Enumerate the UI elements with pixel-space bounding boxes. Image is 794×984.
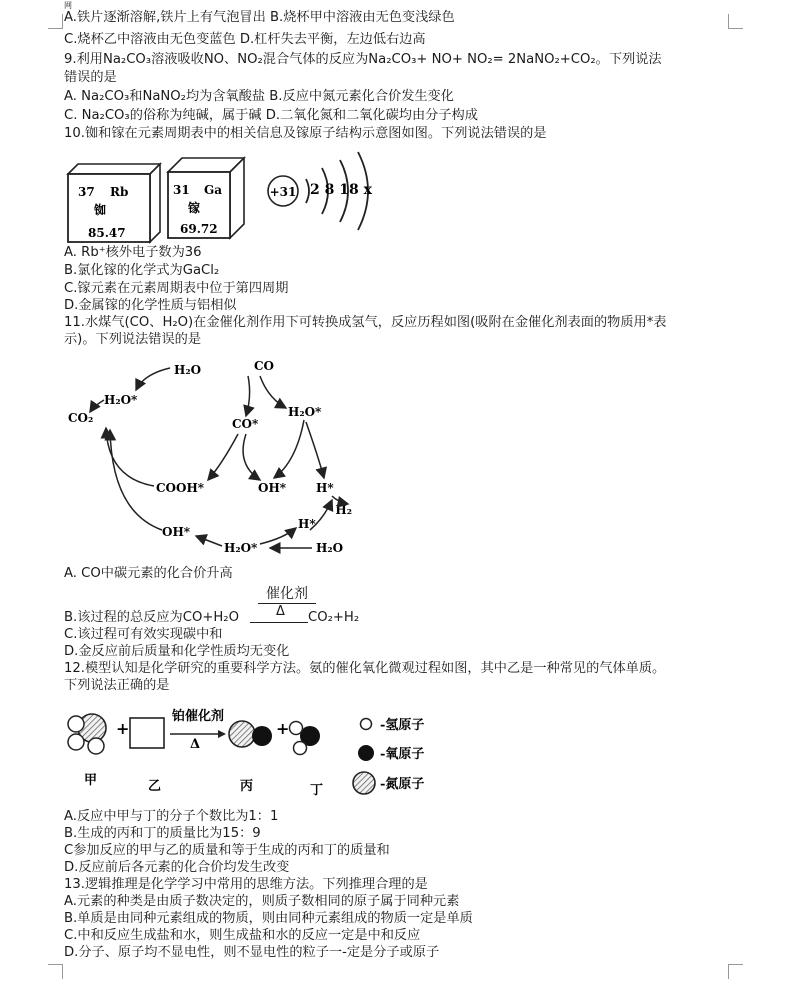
- label-bing: 丙: [240, 779, 254, 794]
- q12-option-c: C参加反应的甲与乙的质量和等于生成的丙和丁的质量和: [64, 843, 390, 858]
- cycle-h-ads-right: H*: [316, 481, 334, 495]
- q10-option-b: B.氯化镓的化学式为GaCl₂: [64, 263, 220, 278]
- legend-n: -氮原子: [380, 777, 425, 792]
- cycle-oh-ads-mid: OH*: [258, 481, 287, 495]
- corner-mark-top-right: [728, 14, 743, 29]
- q13-option-a: A.元素的种类是由质子数决定的，则质子数相同的原子属于同种元素: [64, 894, 460, 909]
- corner-mark-text: 网: [64, 1, 72, 10]
- q12-molecular-model: [62, 700, 462, 804]
- q13-stem: 13.逻辑推理是化学学习中常用的思维方法。下列推理合理的是: [64, 877, 428, 892]
- ga-name: 镓: [188, 201, 201, 215]
- jia-molecule: [68, 714, 106, 754]
- cycle-h2-output: H₂: [335, 503, 352, 517]
- equation-arrow-line: [250, 622, 308, 623]
- cycle-co-input: CO: [254, 359, 275, 373]
- model-heat-sign: Δ: [190, 737, 201, 752]
- q9-option-cd: C. Na₂CO₃的俗称为纯碱，属于碱 D.二氧化氮和二氧化碳均由分子构成: [64, 108, 478, 123]
- q12-option-a: A.反应中甲与丁的分子个数比为1：1: [64, 809, 279, 824]
- q10-option-a: A. Rb⁺核外电子数为36: [64, 245, 202, 260]
- q13-option-c: C.中和反应生成盐和水，则生成盐和水的反应一定是中和反应: [64, 928, 421, 943]
- legend-o: -氧原子: [380, 747, 425, 762]
- cycle-h2o-ads-left: H₂O*: [104, 393, 138, 407]
- ga-atom-structure: [268, 152, 373, 230]
- atom-nucleus: +31: [269, 185, 297, 199]
- legend-h: -氢原子: [380, 718, 425, 733]
- q11-option-b-right: CO₂+H₂: [308, 610, 360, 625]
- cycle-oh-ads-low: OH*: [162, 525, 191, 539]
- q12-option-d: D.反应前后各元素的化合价均发生改变: [64, 860, 290, 875]
- label-ding: 丁: [310, 783, 324, 798]
- q12-stem: 12.模型认知是化学研究的重要科学方法。氨的催化氧化微观过程如图，其中乙是一种常见的气体单质。: [64, 661, 666, 676]
- label-yi: 乙: [148, 779, 162, 794]
- cycle-h2o-ads-right: H₂O*: [288, 405, 322, 419]
- q11-option-d: D.金反应前后质量和化学性质均无变化: [64, 644, 290, 659]
- equation-heat-sign: Δ: [276, 604, 285, 619]
- cycle-co2-output: CO₂: [68, 411, 94, 425]
- rb-atomic-number: 37: [78, 185, 95, 199]
- bing-molecule: [229, 721, 272, 747]
- q11-option-c: C.该过程可有效实现碳中和: [64, 627, 223, 642]
- q12-option-b: B.生成的丙和丁的质量比为15：9: [64, 826, 261, 841]
- ga-symbol: Ga: [204, 183, 223, 197]
- element-card-rb: [68, 164, 160, 242]
- cycle-co-ads: CO*: [232, 417, 259, 431]
- ga-atomic-number: 31: [173, 183, 190, 197]
- q13-option-d: D.分子、原子均不显电性，则不显电性的粒子一-定是分子或原子: [64, 945, 440, 960]
- cycle-h-ads-low: H*: [298, 517, 316, 531]
- cycle-cooh-ads: COOH*: [156, 481, 205, 495]
- q11-reaction-cycle: [62, 352, 362, 564]
- q12-stem-end: 下列说法正确的是: [64, 678, 170, 693]
- legend: [353, 717, 424, 794]
- q9-stem: 9.利用Na₂CO₃溶液吸收NO、NO₂混合气体的反应为Na₂CO₃+ NO+ NO₂= 2NaNO₂+CO₂。下列说法: [64, 52, 662, 67]
- model-catalyst-label: 铂催化剂: [172, 709, 225, 724]
- yi-box: [130, 718, 164, 748]
- q8-option-cd: C.烧杯乙中溶液由无色变蓝色 D.杠杆失去平衡，左边低右边高: [64, 32, 426, 47]
- corner-mark-top-left: [48, 14, 63, 29]
- plus-sign-2: +: [276, 719, 290, 738]
- equation-catalyst-label: 催化剂: [258, 583, 316, 604]
- q11-option-a: A. CO中碳元素的化合价升高: [64, 566, 233, 581]
- rb-symbol: Rb: [110, 185, 129, 199]
- rb-name: 铷: [94, 203, 107, 217]
- cycle-h2o-ads-low: H₂O*: [224, 541, 258, 555]
- element-card-ga: [168, 158, 244, 238]
- ga-mass: 69.72: [180, 222, 218, 236]
- cycle-h2o-top: H₂O: [174, 363, 202, 377]
- plus-sign-1: +: [116, 719, 130, 738]
- q10-option-c: C.镓元素在元素周期表中位于第四周期: [64, 281, 289, 296]
- q10-option-d: D.金属镓的化学性质与铝相似: [64, 298, 237, 313]
- corner-mark-bottom-right: [728, 964, 743, 979]
- q10-stem: 10.铷和镓在元素周期表中的相关信息及镓原子结构示意图如图。下列说法错误的是: [64, 126, 547, 141]
- q10-figure: [60, 144, 390, 244]
- corner-mark-bottom-left: [48, 964, 63, 979]
- cycle-h2o-input: H₂O: [316, 541, 344, 555]
- q9-option-ab: A. Na₂CO₃和NaNO₂均为含氧酸盐 B.反应中氮元素化合价发生变化: [64, 89, 454, 104]
- ding-molecule: [290, 722, 321, 755]
- q11-option-b-left: B.该过程的总反应为CO+H₂O: [64, 610, 239, 625]
- atom-shell-electrons: 2 8 18 x: [310, 182, 372, 198]
- q11-stem-end: 示)。下列说法错误的是: [64, 332, 202, 347]
- q8-option-ab: A.铁片逐渐溶解,铁片上有气泡冒出 B.烧杯甲中溶液由无色变浅绿色: [64, 10, 455, 25]
- q13-option-b: B.单质是由同种元素组成的物质，则由同种元素组成的物质一定是单质: [64, 911, 473, 926]
- q9-stem-end: 错误的是: [64, 70, 117, 85]
- q11-stem: 11.水煤气(CO、H₂O)在金催化剂作用下可转换成氢气，反应历程如图(吸附在金催化剂表面的物质用*表: [64, 315, 667, 330]
- rb-mass: 85.47: [88, 226, 126, 240]
- label-jia: 甲: [84, 773, 98, 788]
